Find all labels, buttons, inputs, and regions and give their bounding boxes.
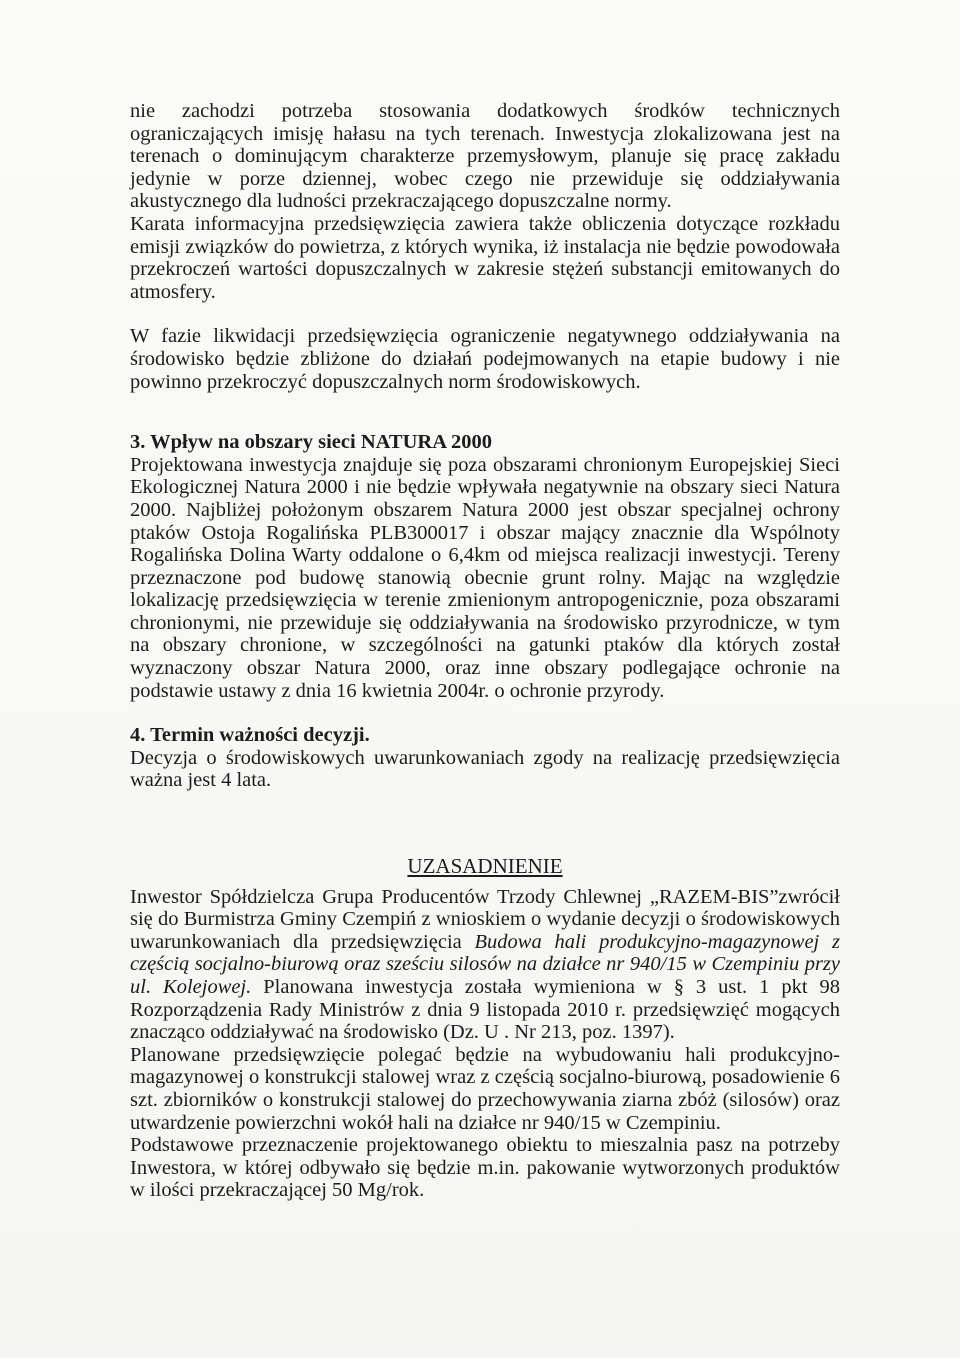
regulation-reference: Planowana inwestycja została wymieniona w § 3 ust. 1 pkt 98 Rozporządzenia Rady Ministrów z dnia 9 listopada 2010 r. przedsięwzięć mogących znacząco oddziaływać na środowisko (Dz. U . Nr 213, poz. 1397). — [130, 975, 841, 1044]
section-heading-natura: 3. Wpływ na obszary sieci NATURA 2000 — [130, 431, 492, 454]
paragraph-project-scope: Planowane przedsięwzięcie polegać będzie na wybudowaniu hali produkcyjno-magazynowej o konstrukcji stalowej wraz z częścią socjalno-biurową, posadowienie 6 szt. zbiorników o konstrukcji stalowej do przechowywania ziarna zbóż (silosów) oraz utwardzenie powierzchni wokół hali na działce nr 940/15 w Czempiniu. — [130, 1043, 840, 1134]
justification-heading: UZASADNIENIE — [407, 854, 563, 878]
justification-section — [130, 855, 840, 1202]
paragraph-investor-request — [130, 886, 840, 1044]
investor-request-text: Inwestor Spółdzielcza Grupa Producentów Trzody Chlewnej „RAZEM-BIS”zwrócił się do Burmistrza Gminy Czempiń z wnioskiem o wydanie decyzji o środowiskowych uwarunkowaniach dla przedsięwzięcia — [130, 885, 840, 953]
section-heading-validity: 4. Termin ważności decyzji. — [130, 724, 370, 747]
paragraph-purpose: Podstawowe przeznaczenie projektowanego obiektu to mieszalnia pasz na potrzeby Inwestora, w której odbywało się będzie m.in. pakowanie wytworzonych produktów w ilości przekraczającej 50 Mg/rok. — [130, 1134, 840, 1202]
paragraph-validity: Decyzja o środowiskowych uwarunkowaniach zgody na realizację przedsięwzięcia ważna jest 4 lata. — [130, 746, 840, 792]
paragraph-noise: nie zachodzi potrzeba stosowania dodatkowych środków technicznych ograniczających imisję hałasu na tych terenach. Inwestycja zlokalizowana jest na terenach o dominującym charakterze przemysłowym, planuje się pracę zakładu jedynie w porze dziennej, wobec czego nie przewiduje się oddziaływania akustycznego dla ludności przekraczającego dopuszczalne normy. — [130, 100, 840, 213]
project-title: Budowa hali produkcyjno-magazynowej z częścią socjalno-biurową oraz sześciu silosów na działce nr 940/15 w Czempiniu przy ul. Kolejowej. — [130, 930, 840, 998]
paragraph-air-emissions: Karata informacyjna przedsięwzięcia zawiera także obliczenia dotyczące rozkładu emisji związków do powietrza, z których wynika, iż instalacja nie będzie powodowała przekroczeń wartości dopuszczalnych w zakresie stężeń substancji emitowanych do atmosfery. — [130, 212, 840, 303]
paragraph-natura: Projektowana inwestycja znajduje się poza obszarami chronionym Europejskiej Sieci Ekologicznej Natura 2000 i nie będzie wpływała negatywnie na obszary sieci Natura 2000. Najbliżej położonym obszarem Natura 2000 jest obszar specjalnej ochrony ptaków Ostoja Rogalińska PLB300017 i obszar mający znacznie dla Wspólnoty Rogalińska Dolina Warty oddalone o 6,4km od miejsca realizacji inwestycji. Tereny przeznaczone pod budowę stanowią obecnie grunt rolny. Mając na względzie lokalizację przedsięwzięcia w terenie zmienionym antropogenicznie, poza obszarami chronionymi, nie przewiduje się oddziaływania na środowisko przyrodnicze, w tym na obszary chronione, w szczególności na gatunki ptaków dla których został wyznaczony obszar Natura 2000, oraz inne obszary podlegające ochronie na podstawie ustawy z dnia 16 kwietnia 2004r. o ochronie przyrody. — [130, 453, 840, 702]
document-body — [130, 100, 840, 792]
paragraph-decommissioning: W fazie likwidacji przedsięwzięcia ograniczenie negatywnego oddziaływania na środowisko będzie zbliżone do działań podejmowanych na etapie budowy i nie powinno przekroczyć dopuszczalnych norm środowiskowych. — [130, 325, 840, 393]
